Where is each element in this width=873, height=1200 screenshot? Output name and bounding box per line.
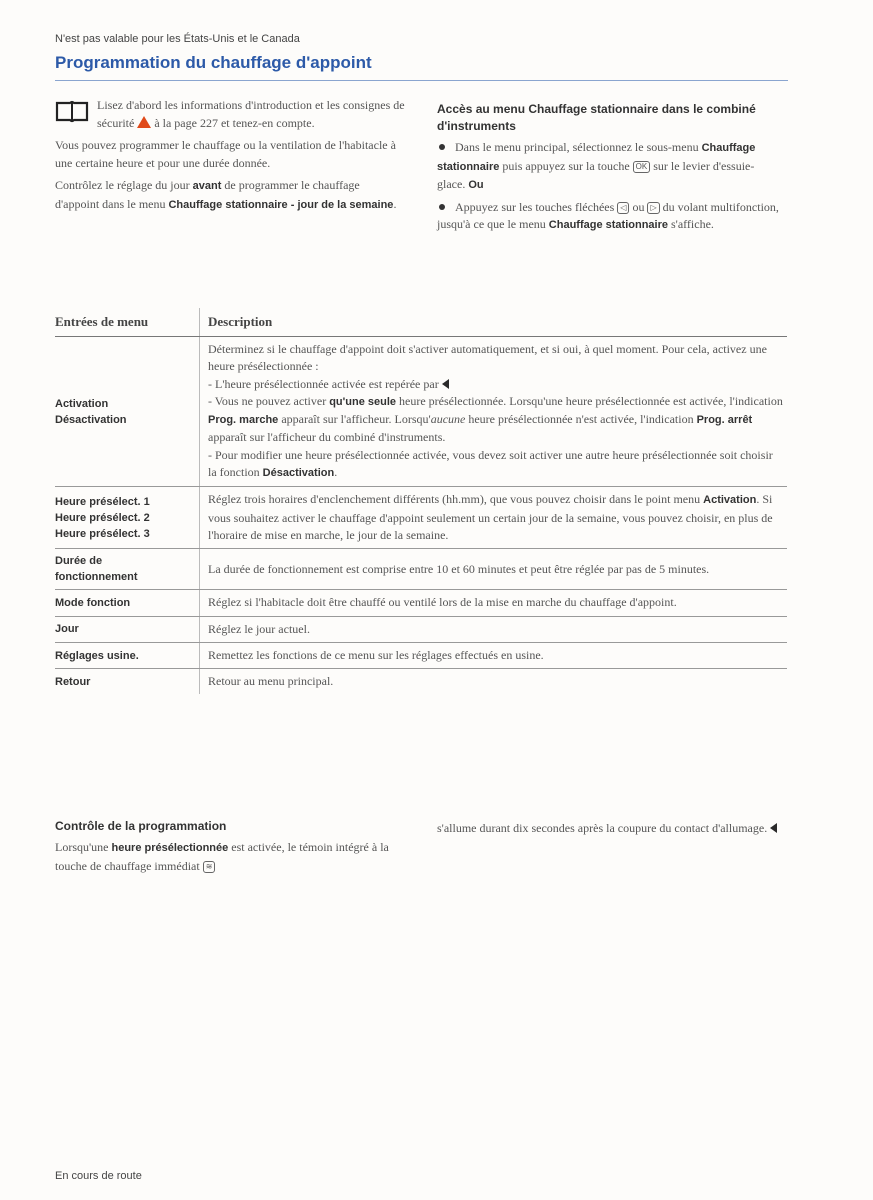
entry-cell: Durée de fonctionnement — [55, 549, 200, 590]
access-column — [437, 101, 782, 239]
table-row — [55, 487, 787, 549]
arrow-right-key-icon: ▷ — [647, 202, 659, 214]
control-continued — [437, 820, 787, 843]
control-text-1: Lorsqu'une heure présélectionnée est activée, le témoin intégré à la touche de chauffage immédiat ≋ — [55, 840, 389, 873]
menu-name: Chauffage stationnaire - jour de la semaine — [168, 198, 394, 211]
entry-cell: Mode fonction — [55, 590, 200, 616]
heater-key-icon: ≋ — [203, 861, 216, 873]
access-bullet-1: Dans le menu principal, sélectionnez le sous-menu Chauffage stationnaire puis appuyez sur la touche OK sur le levier d'essuie-glace. Ou — [437, 140, 756, 191]
col-header-description: Description — [200, 308, 788, 337]
intro-column — [55, 97, 405, 219]
intro-para-2: Vous pouvez programmer le chauffage ou la ventilation de l'habitacle à une certaine heure et pour une durée donnée. — [55, 138, 396, 170]
description-cell: Déterminez si le chauffage d'appoint doit s'activer automatiquement, et si oui, à quel moment. Pour cela, activez une heure présélectionnée : - L'heure présélectionnée activée est repérée par - Vous ne pouvez activer qu'une seule heure présélectionnée. Lorsqu'une heure présélectionnée est activée, l'indication Prog. marche apparaît sur l'afficheur. Lorsqu'aucune heure présélectionnée n'est activée, l'indication Prog. arrêt apparaît sur l'afficheur du combiné d'instruments. - Pour modifier une heure présélectionnée activée, vous devez soit activer une autre heure présélectionnée soit choisir la fonction Désactivation. — [200, 337, 788, 487]
table-row — [55, 642, 787, 668]
end-marker-icon — [770, 823, 777, 833]
table-row — [55, 337, 787, 487]
bullet-icon — [439, 144, 445, 150]
intro-para-1: Lisez d'abord les informations d'introduction et les consignes de sécurité à la page 227 et tenez-en compte. — [55, 97, 405, 132]
description-cell: Remettez les fonctions de ce menu sur les réglages effectués en usine. — [200, 642, 788, 668]
description-cell: Retour au menu principal. — [200, 669, 788, 695]
entry-cell: Heure présélect. 1 Heure présélect. 2 Heure présélect. 3 — [55, 487, 200, 549]
col-header-entries: Entrées de menu — [55, 308, 200, 337]
page-title: Programmation du chauffage d'appoint — [55, 53, 372, 72]
menu-table — [55, 308, 787, 694]
footer-text: En cours de route — [55, 1170, 142, 1182]
entry-cell: Retour — [55, 675, 91, 688]
ok-key-icon: OK — [633, 161, 651, 173]
book-icon — [55, 100, 89, 130]
control-text-2: s'allume durant dix secondes après la coupure du contact d'allumage. — [437, 820, 787, 838]
control-section — [55, 818, 415, 880]
entry-cell: Activation Désactivation — [55, 337, 200, 487]
control-heading: Contrôle de la programmation — [55, 819, 227, 833]
arrow-left-key-icon: ◁ — [617, 202, 629, 214]
title-rule — [55, 80, 788, 81]
entry-cell: Jour — [55, 616, 200, 642]
table-row — [55, 549, 787, 590]
table-row — [55, 590, 787, 616]
entry-cell: Réglages usine. — [55, 642, 200, 668]
top-note: N'est pas valable pour les États-Unis et le Canada — [55, 33, 300, 45]
marker-arrow-icon — [442, 379, 449, 389]
access-heading: Accès au menu Chauffage stationnaire dans le combiné d'instruments — [437, 102, 756, 133]
warning-icon — [137, 116, 151, 128]
intro-para-3: Contrôlez le réglage du jour avant de programmer le chauffage d'appoint dans le menu Chauffage stationnaire - jour de la semaine. — [55, 178, 397, 211]
description-cell: La durée de fonctionnement est comprise entre 10 et 60 minutes et peut être réglée par pas de 5 minutes. — [200, 549, 788, 590]
access-bullet-2: Appuyez sur les touches fléchées ◁ ou ▷ du volant multifonction, jusqu'à ce que le menu Chauffage stationnaire s'affiche. — [437, 199, 779, 231]
table-row — [55, 616, 787, 642]
bullet-icon — [439, 204, 445, 210]
description-cell: Réglez si l'habitacle doit être chauffé ou ventilé lors de la mise en marche du chauffage d'appoint. — [200, 590, 788, 616]
description-cell: Réglez trois horaires d'enclenchement différents (hh.mm), que vous pouvez choisir dans le point menu Activation. Si vous souhaitez activer le chauffage d'appoint seulement un certain jour de la semaine, vous pouvez choisir, en plus de l'horaire de mise en marche, le jour de la semaine. — [200, 487, 788, 549]
description-cell: Réglez le jour actuel. — [200, 616, 788, 642]
table-row — [55, 669, 787, 695]
